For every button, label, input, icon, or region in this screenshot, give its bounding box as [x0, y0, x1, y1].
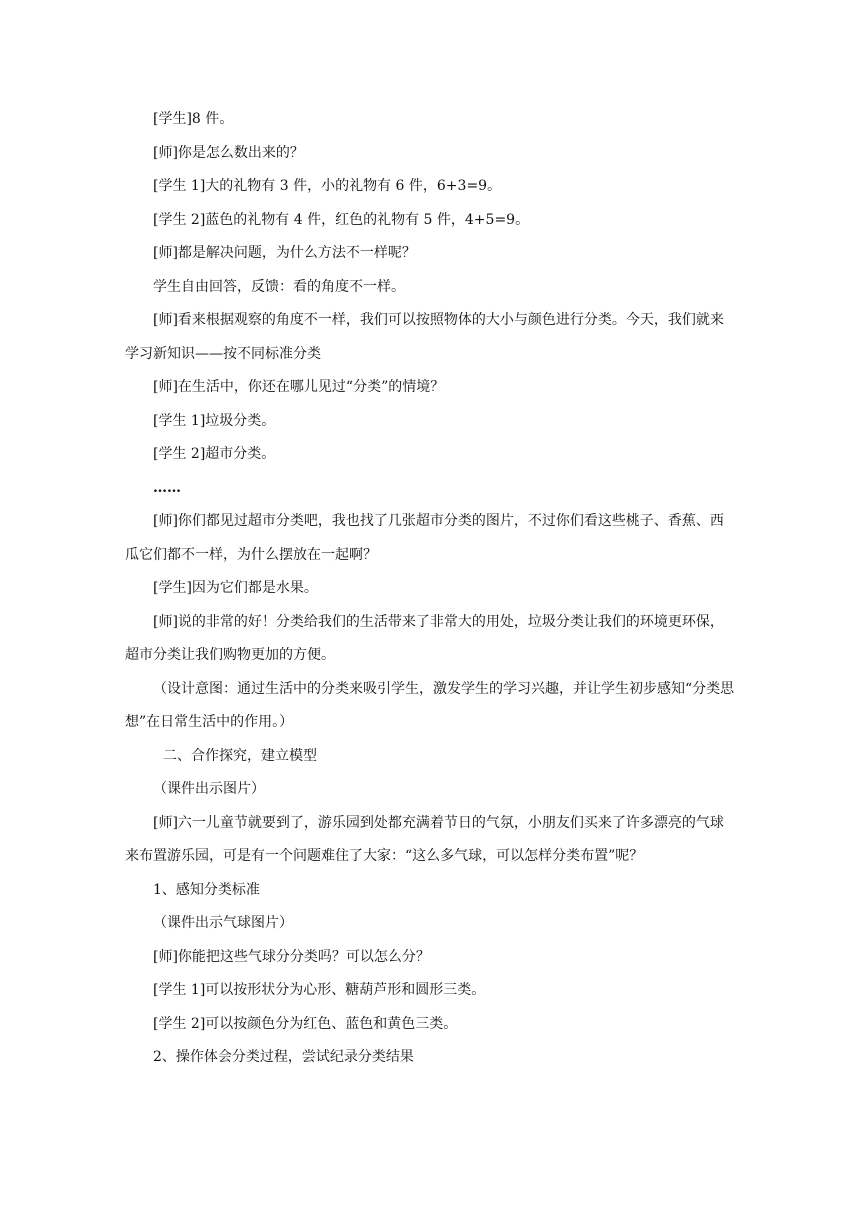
paragraph: [师]都是解决问题，为什么方法不一样呢？	[153, 245, 416, 261]
paragraph: [师]在生活中，你还在哪儿见过“分类”的情境？	[153, 379, 445, 395]
paragraph: [师]你能把这些气球分分类吗？可以怎么分？	[153, 948, 430, 965]
paragraph: [学生 2]蓝色的礼物有 4 件，红色的礼物有 5 件，4+5=9。	[153, 211, 530, 228]
document-body	[125, 103, 737, 1075]
design-intent-note: （设计意图：通过生活中的分类来吸引学生，激发学生的学习兴趣，并让学生初步感知“分类思想”在日常生活中的作用。）	[125, 680, 735, 730]
paragraph: [师]你们都见过超市分类吧，我也找了几张超市分类的图片，不过你们看这些桃子、香蕉、西瓜它们都不一样，为什么摆放在一起啊？	[125, 513, 724, 563]
paragraph: （课件出示图片）	[153, 781, 265, 797]
paragraph: [学生]因为它们都是水果。	[153, 580, 318, 596]
ellipsis: ……	[153, 479, 181, 496]
paragraph: [学生 2]可以按颜色分为红色、蓝色和黄色三类。	[153, 1015, 458, 1032]
paragraph: [师]你是怎么数出来的？	[153, 144, 304, 161]
paragraph: 学生自由回答，反馈：看的角度不一样。	[153, 278, 405, 295]
paragraph: [学生]8 件。	[153, 111, 234, 127]
paragraph: [师]看来根据观察的角度不一样，我们可以按照物体的大小与颜色进行分类。今天，我们就来学习新知识——按不同标准分类	[125, 312, 724, 362]
paragraph: [师]六一儿童节就要到了，游乐园到处都充满着节日的气氛，小朋友们买来了许多漂亮的气球来布置游乐园，可是有一个问题难住了大家：“这么多气球，可以怎样分类布置”呢？	[125, 814, 724, 864]
section-heading: 二、合作探究，建立模型	[163, 747, 317, 764]
paragraph: [学生 2]超市分类。	[153, 446, 276, 462]
paragraph: [学生 1]大的礼物有 3 件，小的礼物有 6 件，6+3=9。	[153, 178, 502, 194]
paragraph: [师]说的非常的好！分类给我们的生活带来了非常大的用处，垃圾分类让我们的环境更环保，超市分类让我们购物更加的方便。	[125, 613, 724, 663]
paragraph: [学生 1]可以按形状分为心形、糖葫芦形和圆形三类。	[153, 982, 486, 998]
paragraph: （课件出示气球图片）	[153, 915, 293, 931]
subsection-heading: 1、感知分类标准	[153, 881, 260, 898]
subsection-heading: 2、操作体会分类过程，尝试纪录分类结果	[153, 1049, 414, 1065]
paragraph: [学生 1]垃圾分类。	[153, 412, 276, 429]
